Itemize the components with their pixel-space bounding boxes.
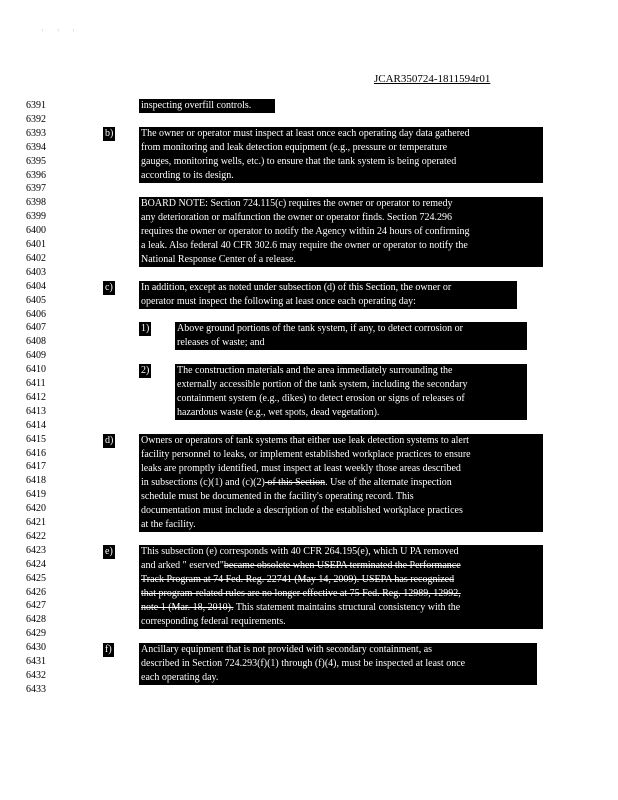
line-number: 6397 <box>26 183 46 195</box>
text-line <box>141 601 541 615</box>
line-number: 6417 <box>26 461 46 473</box>
subsection-label-b: b) <box>105 128 114 139</box>
line-number: 6429 <box>26 628 46 640</box>
line-number: 6427 <box>26 600 46 612</box>
text-line: National Response Center of a release. <box>141 254 296 265</box>
line-number: 6407 <box>26 322 46 334</box>
text-line: This subsection (e) corresponds with 40 CFR 264.195(e), which U PA removed <box>141 546 459 557</box>
line-number: 6404 <box>26 280 46 292</box>
text-segment: . Use of the alternate inspection <box>325 477 452 488</box>
item-c2-text <box>175 364 527 420</box>
line-number: 6405 <box>26 294 46 306</box>
subsection-d-text <box>139 434 543 532</box>
board-note-text <box>139 197 543 267</box>
line-number: 6424 <box>26 558 46 570</box>
line-number: 6423 <box>26 544 46 556</box>
scan-artifact: ' ' ' <box>42 28 81 37</box>
line-number: 6401 <box>26 239 46 250</box>
line-number: 6398 <box>26 197 46 209</box>
line-number: 6433 <box>26 683 46 695</box>
line-number: 6420 <box>26 503 46 515</box>
subsection-label-f: f) <box>105 644 112 655</box>
text-line: each operating day. <box>141 672 219 683</box>
subsection-b-text <box>139 127 543 183</box>
text-line: inspecting overfill controls. <box>141 100 252 111</box>
text-line: BOARD NOTE: Section 724.115(c) requires the owner or operator to remedy <box>141 198 453 209</box>
text-line: The owner or operator must inspect at least once each operating day data gathered <box>141 128 470 139</box>
text-line: at the facility. <box>141 519 196 530</box>
subsection-c-text <box>139 281 517 309</box>
subsection-f-text <box>139 643 537 685</box>
text-line: Ancillary equipment that is not provided with secondary containment, as <box>141 644 433 655</box>
line-number: 6396 <box>26 169 46 181</box>
item-label-c1: 1) <box>141 323 150 334</box>
text-segment: and arked " eserved" <box>141 560 224 571</box>
text-line: from monitoring and leak detection equipment (e.g., pressure or temperature <box>141 142 448 153</box>
struck-line: that program-related rules are no longer effective at 75 Fed. Reg. 12989, 12992, <box>141 588 461 599</box>
paragraph-continuation <box>139 99 275 113</box>
text-line: schedule must be documented in the facility's operating record. This <box>141 491 414 502</box>
line-number: 6394 <box>26 141 46 153</box>
subsection-e-text <box>139 545 543 629</box>
text-line: externally accessible portion of the tank system, including the secondary <box>177 379 468 390</box>
line-number: 6392 <box>26 113 46 125</box>
struck-text: became obsolete when USEPA terminated the Performance <box>223 560 461 571</box>
text-line: facility personnel to leaks, or implement established workplace practices to ensure <box>141 449 471 460</box>
line-number: 6408 <box>26 336 46 348</box>
line-number: 6415 <box>26 433 46 445</box>
text-line: described in Section 724.293(f)(1) through (f)(4), must be inspected at least once <box>141 658 466 669</box>
line-number: 6412 <box>26 391 46 403</box>
item-c1-text <box>175 322 527 350</box>
line-number: 6400 <box>26 225 46 237</box>
line-number: 6410 <box>26 364 46 376</box>
subsection-label-d: d) <box>105 435 114 446</box>
line-number: 6418 <box>26 475 46 487</box>
text-line: In addition, except as noted under subsection (d) of this Section, the owner or <box>141 282 452 293</box>
line-number: 6419 <box>26 489 46 501</box>
subsection-label-c: c) <box>105 282 113 293</box>
line-number: 6421 <box>26 517 46 528</box>
line-number: 6428 <box>26 614 46 626</box>
text-line: Owners or operators of tank systems that either use leak detection systems to alert <box>141 435 469 446</box>
text-line: containment system (e.g., dikes) to detect erosion or signs of releases of <box>177 393 465 404</box>
text-line: according to its design. <box>141 170 234 181</box>
line-number: 6426 <box>26 586 46 598</box>
text-line: operator must inspect the following at least once each operating day: <box>141 296 416 307</box>
line-number: 6406 <box>26 308 46 320</box>
line-number: 6391 <box>26 100 46 111</box>
line-number: 6409 <box>26 350 46 362</box>
line-number: 6422 <box>26 530 46 542</box>
text-line: Above ground portions of the tank system, if any, to detect corrosion or <box>177 323 463 334</box>
line-number: 6414 <box>26 419 46 431</box>
line-number: 6411 <box>26 378 46 389</box>
line-number: 6430 <box>26 642 46 654</box>
line-number: 6432 <box>26 669 46 681</box>
text-line <box>141 559 541 573</box>
text-line: any deterioration or malfunction the owner or operator finds. Section 724.296 <box>141 212 453 223</box>
text-line: documentation must include a description of the established workplace practices <box>141 505 463 516</box>
struck-text: of this Section <box>264 477 326 488</box>
struck-line: Track Program at 74 Fed. Reg. 22741 (May 14, 2009). USEPA has recognized <box>141 574 455 585</box>
text-line: gauges, monitoring wells, etc.) to ensure that the tank system is being operated <box>141 156 457 167</box>
line-number: 6399 <box>26 211 46 223</box>
line-number: 6425 <box>26 572 46 584</box>
document-id-header: JCAR350724-1811594r01 <box>374 73 491 85</box>
text-line: releases of waste; and <box>177 337 265 348</box>
text-line <box>141 476 541 490</box>
line-number: 6416 <box>26 447 46 459</box>
text-segment: in subsections (c)(1) and (c)(2) <box>141 477 265 488</box>
text-line: requires the owner or operator to notify the Agency within 24 hours of confirming <box>141 226 470 237</box>
line-number: 6413 <box>26 405 46 417</box>
subsection-label-e: e) <box>105 546 113 557</box>
text-segment: This statement maintains structural consistency with the <box>233 602 461 613</box>
text-line: a leak. Also federal 40 CFR 302.6 may require the owner or operator to notify the <box>141 240 468 251</box>
line-number: 6395 <box>26 155 46 167</box>
text-line: corresponding federal requirements. <box>141 616 286 627</box>
text-line: The construction materials and the area immediately surrounding the <box>177 365 453 376</box>
struck-text: note 1 (Mar. 18, 2010). <box>141 602 234 613</box>
text-line: leaks are promptly identified, must inspect at least weekly those areas described <box>141 463 461 474</box>
text-line: hazardous waste (e.g., wet spots, dead vegetation). <box>177 407 380 418</box>
item-label-c2: 2) <box>141 365 150 376</box>
line-number: 6431 <box>26 656 46 667</box>
line-number: 6402 <box>26 252 46 264</box>
line-number: 6403 <box>26 266 46 278</box>
line-number: 6393 <box>26 127 46 139</box>
